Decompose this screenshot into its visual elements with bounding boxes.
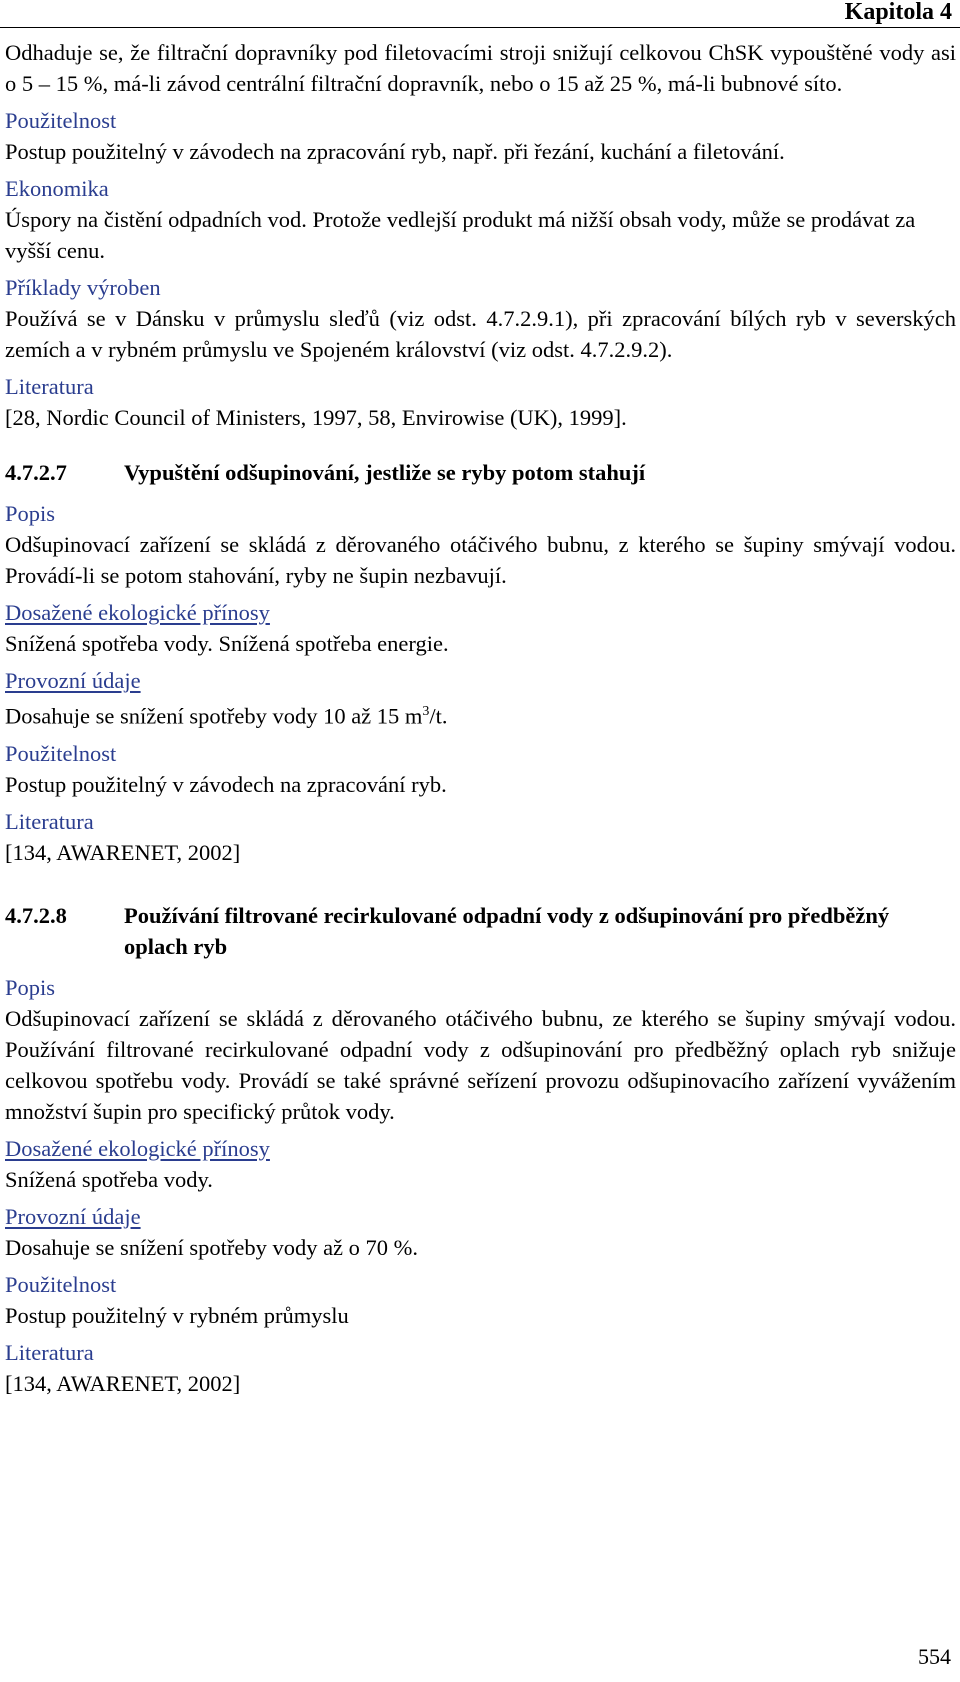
section-title-4-7-2-7	[5, 457, 956, 488]
section-number: 4.7.2.7	[5, 460, 67, 485]
text-literatura: [28, Nordic Council of Ministers, 1997, 58, Envirowise (UK), 1999].	[5, 405, 627, 430]
heading-pouzitelnost-3: Použitelnost	[5, 1271, 117, 1297]
heading-ekologicke-prinosy-2: Dosažené ekologické přínosy	[5, 1135, 270, 1161]
heading-pouzitelnost-2: Použitelnost	[5, 740, 117, 766]
heading-popis: Popis	[5, 501, 56, 526]
text-pouzitelnost-2: Postup použitelný v závodech na zpracování ryb.	[5, 771, 447, 797]
text-pouzitelnost-3: Postup použitelný v rybném průmyslu	[5, 1302, 349, 1328]
text-provozni-udaje-b: /t.	[429, 703, 448, 729]
page-number: 554	[918, 1644, 951, 1669]
section-number-2: 4.7.2.8	[5, 902, 67, 928]
text-pouzitelnost: Postup použitelný v závodech na zpracování ryb, např. při řezání, kuchání a filetování.	[5, 139, 785, 164]
chapter-title: Kapitola 4	[844, 0, 952, 25]
section-title-4-7-2-8	[5, 900, 956, 962]
heading-ekonomika: Ekonomika	[5, 176, 109, 201]
page-content	[5, 37, 956, 1399]
section-heading-2: Používání filtrované recirkulované odpadní vody z odšupinování pro předběžný oplach ryb	[124, 902, 890, 959]
text-provozni-udaje-2: Dosahuje se snížení spotřeby vody až o 70 %.	[5, 1234, 419, 1260]
heading-popis-2: Popis	[5, 974, 56, 1000]
superscript-3: 3	[422, 704, 430, 719]
heading-pouzitelnost: Použitelnost	[5, 108, 117, 133]
text-provozni-udaje	[5, 696, 956, 732]
heading-provozni-udaje-2: Provozní údaje	[5, 1203, 141, 1229]
text-popis-2: Odšupinovací zařízení se skládá z děrovaného otáčivého bubnu, ze kterého se šupiny smývají vodou. Používání filtrované recirkulované odpadní vody z odšupinování pro předběžný oplach ryb snižuje celkovou spotřebu vody. Provádí se také správné seřízení provozu odšupinovacího zařízení vyvážením množství šupin pro specifický průtok vody.	[5, 1005, 956, 1124]
text-literatura-3: [134, AWARENET, 2002]	[5, 1370, 241, 1396]
text-priklady-vyroben: Používá se v Dánsku v průmyslu sleďů (viz odst. 4.7.2.9.1), při zpracování bílých ryb v severských zemích a v rybném průmyslu ve Spojeném království (viz odst. 4.7.2.9.2).	[5, 306, 956, 362]
section-heading: Vypuštění odšupinování, jestliže se ryby potom stahují	[124, 460, 646, 485]
heading-priklady-vyroben: Příklady výroben	[5, 275, 161, 300]
heading-literatura-3: Literatura	[5, 1339, 94, 1365]
heading-literatura: Literatura	[5, 374, 94, 399]
text-ekonomika: Úspory na čistění odpadních vod. Protože vedlejší produkt má nižší obsah vody, může se prodávat za vyšší cenu.	[5, 207, 916, 263]
text-provozni-udaje-a: Dosahuje se snížení spotřeby vody 10 až 15 m	[5, 703, 423, 729]
text-ekologicke-prinosy: Snížená spotřeba vody. Snížená spotřeba energie.	[5, 631, 449, 656]
text-literatura-2: [134, AWARENET, 2002]	[5, 839, 241, 865]
page-header	[0, 0, 960, 28]
heading-literatura-2: Literatura	[5, 808, 94, 834]
heading-provozni-udaje: Provozní údaje	[5, 668, 141, 693]
heading-ekologicke-prinosy: Dosažené ekologické přínosy	[5, 600, 270, 625]
text-popis: Odšupinovací zařízení se skládá z děrovaného otáčivého bubnu, z kterého se šupiny smývají vodou. Provádí-li se potom stahování, ryby ne šupin nezbavují.	[5, 532, 956, 588]
text-ekologicke-prinosy-2: Snížená spotřeba vody.	[5, 1166, 213, 1192]
intro-paragraph: Odhaduje se, že filtrační dopravníky pod filetovacími stroji snižují celkovou ChSK vypouštěné vody asi o 5 – 15 %, má-li závod centrální filtrační dopravník, nebo o 15 až 25 %, má-li bubnové síto.	[5, 40, 956, 96]
